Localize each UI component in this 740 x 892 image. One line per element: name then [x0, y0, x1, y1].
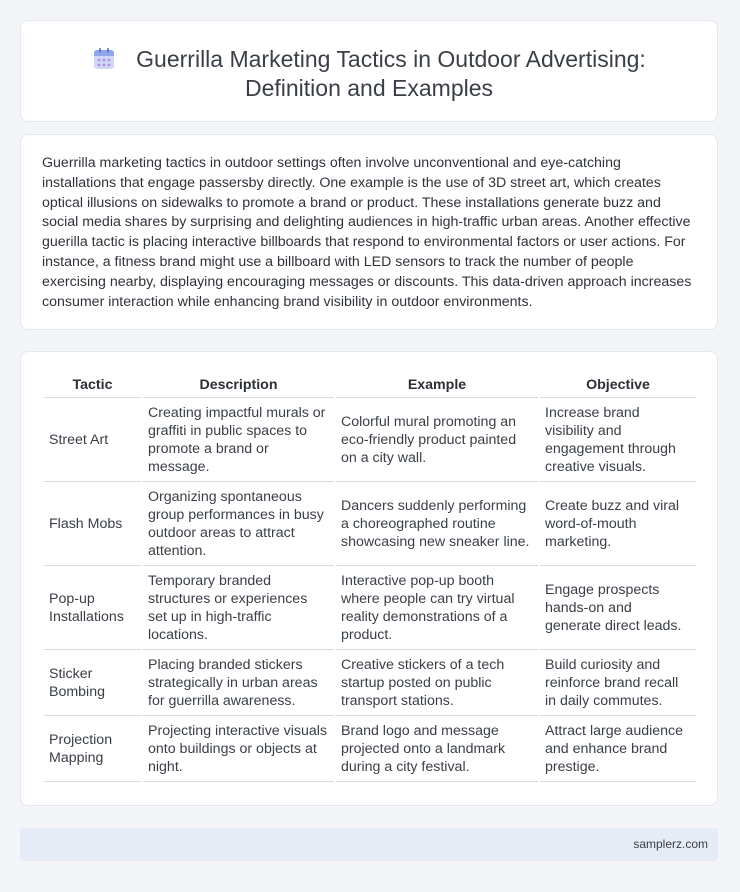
table-row [44, 652, 696, 716]
cell-example: Colorful mural promoting an eco-friendly product painted on a city wall. [336, 400, 538, 482]
cell-description: Projecting interactive visuals onto buildings or objects at night. [143, 718, 334, 782]
table-row [44, 400, 696, 482]
cell-tactic: Flash Mobs [44, 484, 141, 566]
header-tactic: Tactic [44, 372, 141, 398]
cell-description: Temporary branded structures or experiences set up in high-traffic locations. [143, 568, 334, 650]
tactics-table [42, 370, 698, 784]
title-line-2: Definition and Examples [244, 75, 494, 101]
page-title [21, 45, 717, 103]
cell-description: Organizing spontaneous group performances in busy outdoor areas to attract attention. [143, 484, 334, 566]
cell-example: Dancers suddenly performing a choreographed routine showcasing new sneaker line. [336, 484, 538, 566]
cell-description: Creating impactful murals or graffiti in public spaces to promote a brand or message. [143, 400, 334, 482]
title-card [20, 20, 718, 122]
table-row [44, 568, 696, 650]
cell-example: Brand logo and message projected onto a landmark during a city festival. [336, 718, 538, 782]
cell-objective: Engage prospects hands-on and generate direct leads. [540, 568, 696, 650]
table-row [44, 718, 696, 782]
cell-tactic: Street Art [44, 400, 141, 482]
cell-example: Creative stickers of a tech startup posted on public transport stations. [336, 652, 538, 716]
cell-tactic: Sticker Bombing [44, 652, 141, 716]
footer-site-link[interactable]: samplerz.com [633, 837, 708, 851]
header-example: Example [336, 372, 538, 398]
title-line-1: Guerrilla Marketing Tactics in Outdoor Advertising: [136, 46, 646, 72]
intro-paragraph: Guerrilla marketing tactics in outdoor settings often involve unconventional and eye-catching installations that engage passersby directly. One example is the use of 3D street art, which creates optical illusions on sidewalks to promote a brand or product. These installations generate buzz and social media shares by surprising and delighting audiences in high-traffic urban areas. Another effective guerilla tactic is placing interactive billboards that respond to environmental factors or user actions. For instance, a fitness brand might use a billboard with LED sensors to track the number of people exercising nearby, displaying encouraging messages or discounts. This data-driven approach increases consumer interaction while enhancing brand visibility in outdoor environments. [42, 155, 692, 310]
cell-description: Placing branded stickers strategically in urban areas for guerrilla awareness. [143, 652, 334, 716]
cell-objective: Increase brand visibility and engagement through creative visuals. [540, 400, 696, 482]
cell-example: Interactive pop-up booth where people can try virtual reality demonstrations of a product. [336, 568, 538, 650]
intro-card [20, 134, 718, 330]
table-header-row [44, 372, 696, 398]
cell-tactic: Pop-up Installations [44, 568, 141, 650]
footer-bar [20, 828, 718, 861]
cell-objective: Build curiosity and reinforce brand recall in daily commutes. [540, 652, 696, 716]
header-description: Description [143, 372, 334, 398]
header-objective: Objective [540, 372, 696, 398]
cell-objective: Create buzz and viral word-of-mouth marketing. [540, 484, 696, 566]
table-card [20, 351, 718, 806]
cell-objective: Attract large audience and enhance brand prestige. [540, 718, 696, 782]
calendar-icon [92, 47, 116, 71]
table-row [44, 484, 696, 566]
cell-tactic: Projection Mapping [44, 718, 141, 782]
